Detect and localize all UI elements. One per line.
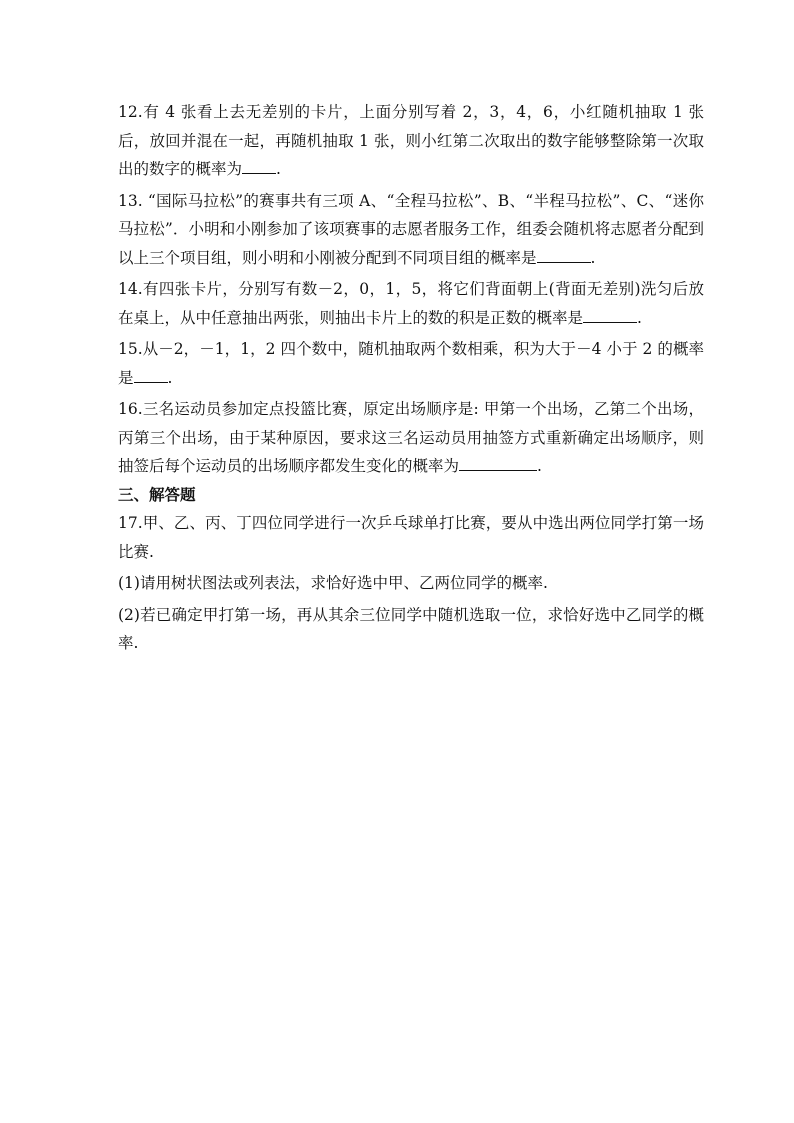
question-15-text: 15.从－2，－1，1，2 四个数中，随机抽取两个数相乘，积为大于－4 小于 2 的概率是 xyxy=(118,340,704,387)
question-13-end: . xyxy=(590,248,596,267)
answer-blank xyxy=(459,452,537,471)
question-17-part-2: (2)若已确定甲打第一场，再从其余三位同学中随机选取一位，求恰好选中乙同学的概率. xyxy=(118,605,704,652)
question-16 xyxy=(118,395,704,481)
question-15-end: . xyxy=(167,368,173,387)
question-16-end: . xyxy=(537,457,542,475)
section-heading: 三、解答题 xyxy=(118,484,196,504)
question-14-text: 14.有四张卡片，分别写有数－2，0，1，5，将它们背面朝上(背面无差别)洗匀后放在桌上，从中任意抽出两张，则抽出卡片上的数的积是正数的概率是 xyxy=(118,280,704,327)
question-14 xyxy=(118,275,704,332)
question-13-text: 13. “国际马拉松”的赛事共有三项 A、“全程马拉松”、B、“半程马拉松”、C、“迷你马拉松”．小明和小刚参加了该项赛事的志愿者服务工作，组委会随机将志愿者分配到以上三个项目组，则小明和小刚被分配到不同项目组的概率是 xyxy=(118,191,704,267)
question-15 xyxy=(118,335,704,392)
question-12 xyxy=(118,98,704,184)
question-17-part-1: (1)请用树状图法或列表法，求恰好选中甲、乙两位同学的概率. xyxy=(118,574,548,592)
question-12-text: 12.有 4 张看上去无差别的卡片，上面分别写着 2，3，4，6，小红随机抽取 1 张后，放回并混在一起，再随机抽取 1 张，则小红第二次取出的数字能够整除第一次取出的数字的概率为 xyxy=(118,103,704,178)
answer-blank xyxy=(583,304,637,323)
question-17: 17.甲、乙、丙、丁四位同学进行一次乒乓球单打比赛，要从中选出两位同学打第一场比赛. xyxy=(118,514,704,561)
answer-blank xyxy=(242,155,276,174)
question-13 xyxy=(118,187,704,273)
question-14-end: . xyxy=(637,308,642,327)
answer-blank xyxy=(134,364,168,383)
question-16-text: 16.三名运动员参加定点投篮比赛，原定出场顺序是: 甲第一个出场，乙第二个出场，丙第三个出场，由于某种原因，要求这三名运动员用抽签方式重新确定出场顺序，则抽签后每个运动员的出场顺序都发生变化的概率为 xyxy=(118,400,704,475)
answer-blank xyxy=(537,244,591,263)
question-12-end: . xyxy=(276,160,281,178)
document-page xyxy=(118,98,704,658)
